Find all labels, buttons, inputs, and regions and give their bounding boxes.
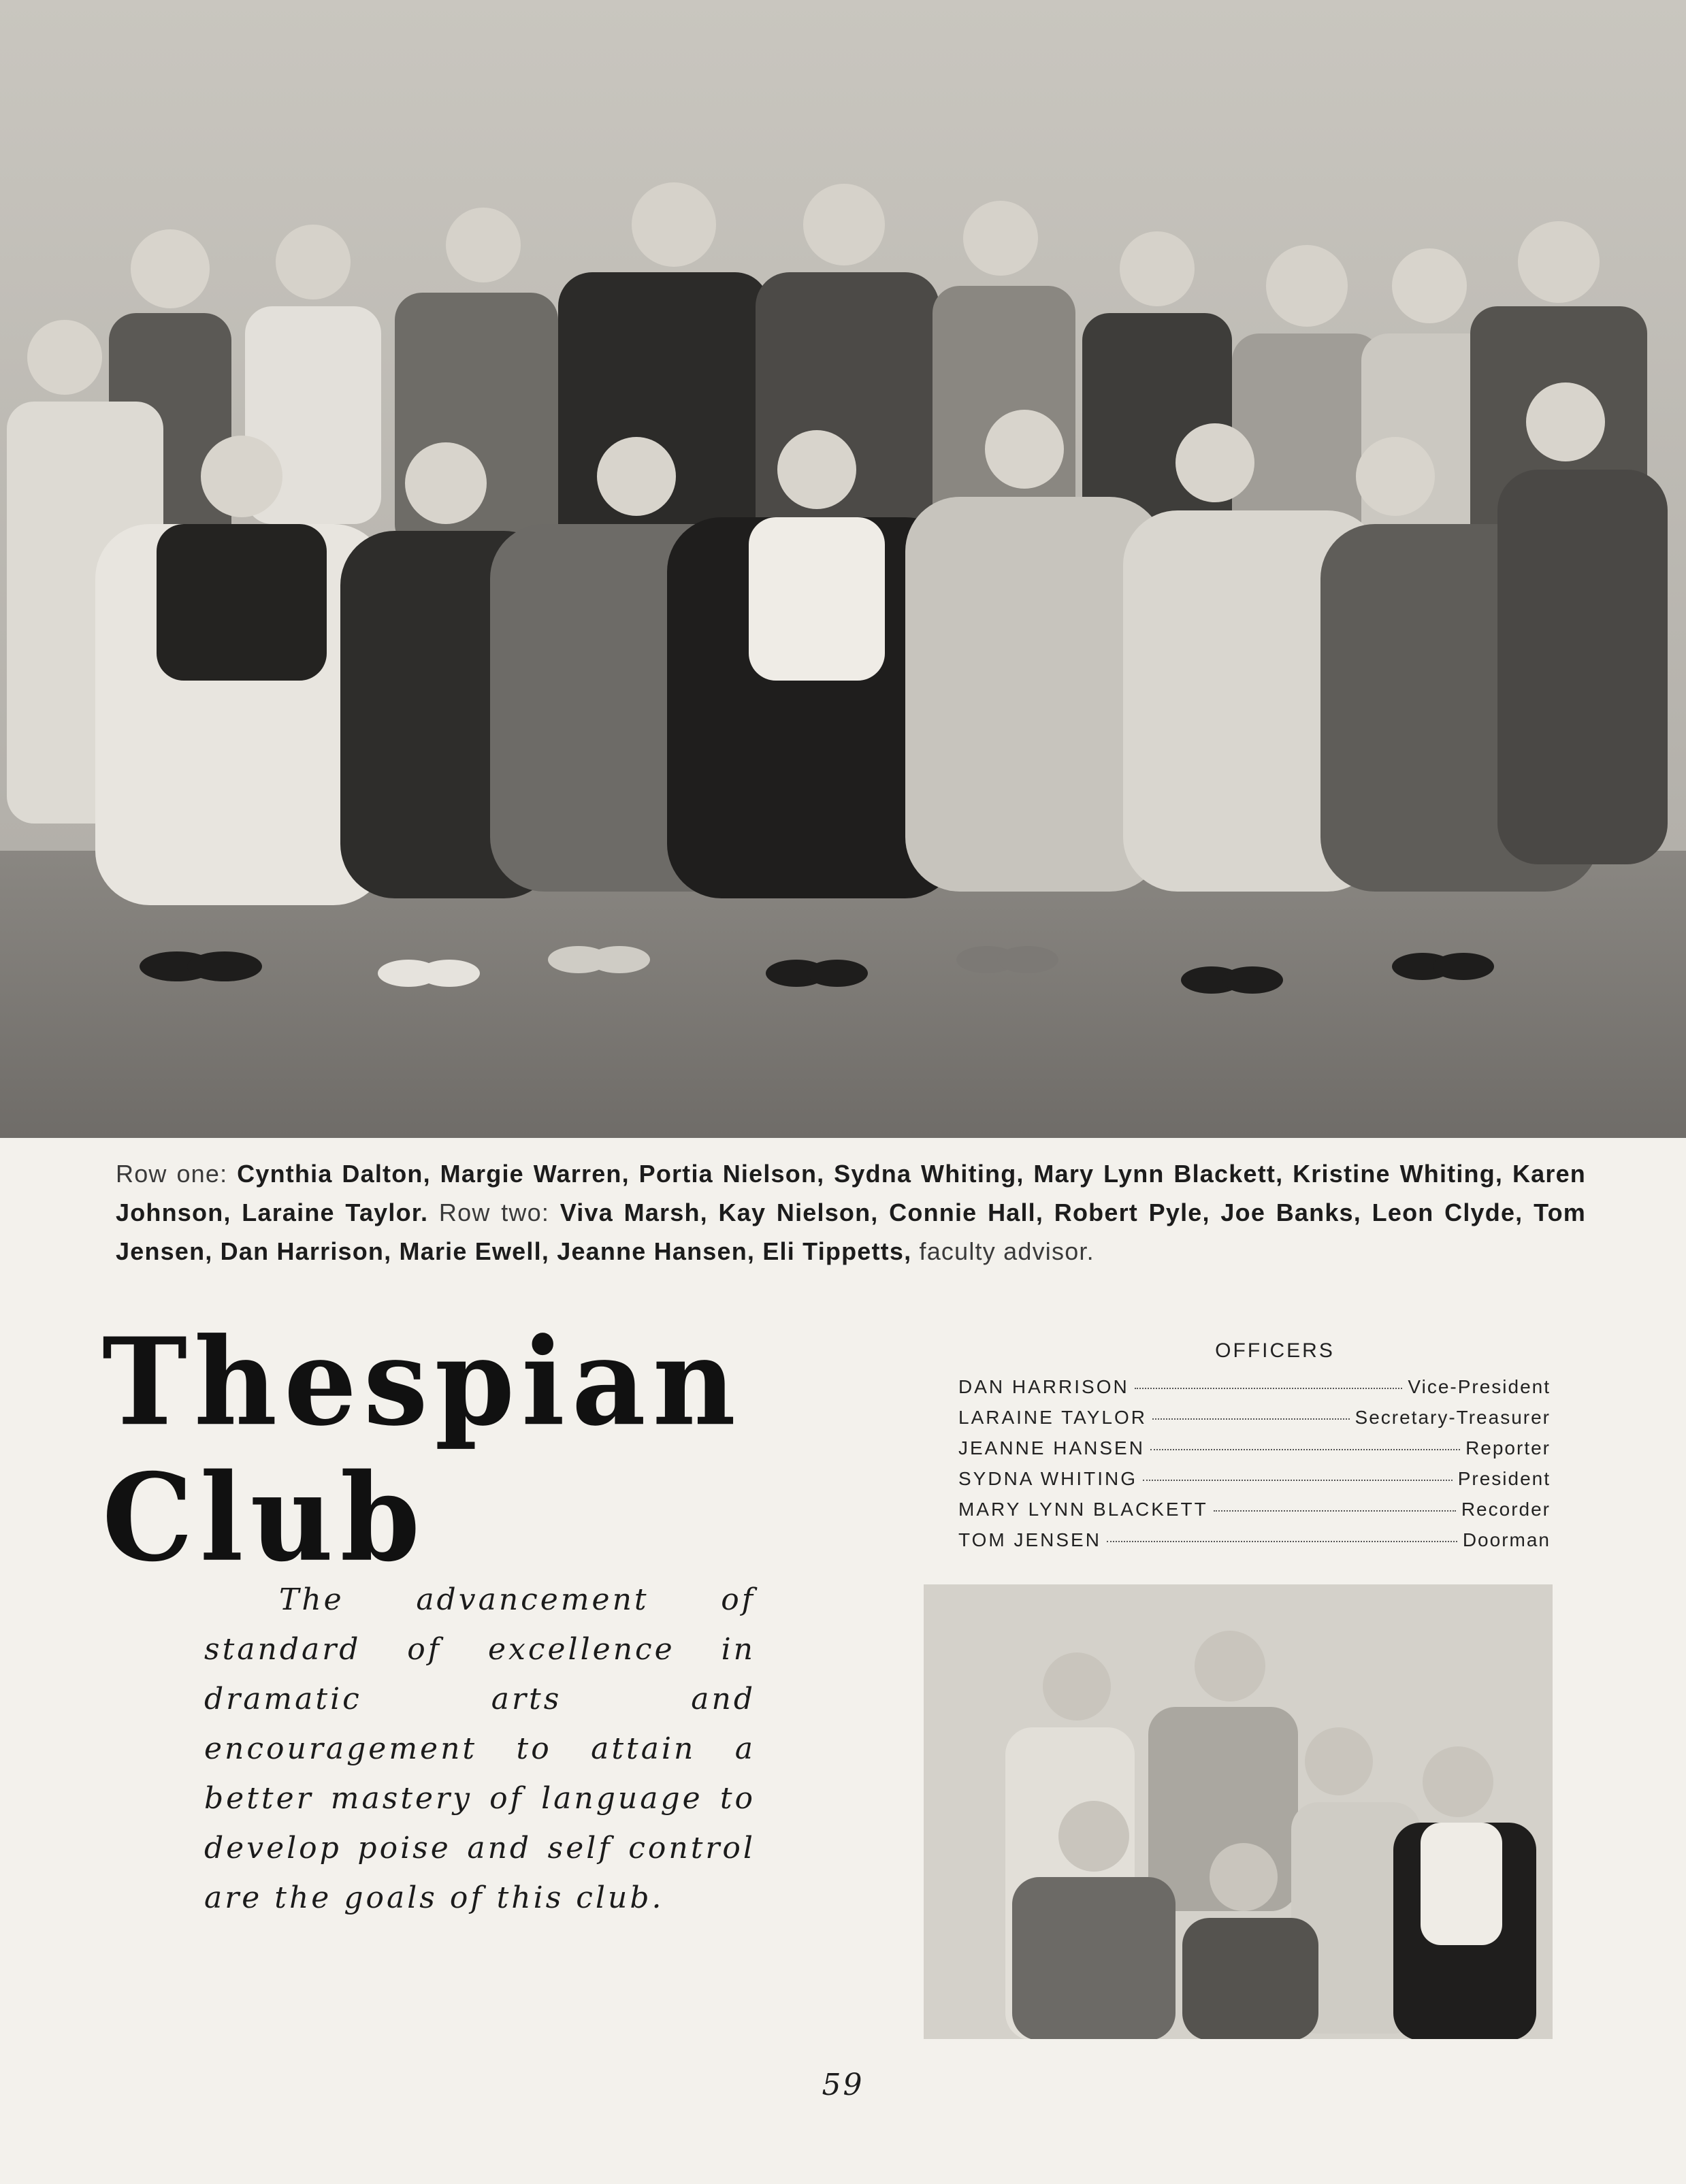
officer-title: Doorman bbox=[1462, 1529, 1551, 1550]
officers-list bbox=[958, 1339, 1551, 1560]
officer-title: Recorder bbox=[1461, 1499, 1551, 1520]
officer-name: MARY LYNN BLACKETT bbox=[958, 1499, 1208, 1520]
advisor-label: faculty advisor. bbox=[919, 1237, 1095, 1265]
officer-row bbox=[958, 1529, 1551, 1560]
officer-title: Secretary-Treasurer bbox=[1355, 1407, 1551, 1428]
officer-title: President bbox=[1457, 1468, 1551, 1489]
officer-row bbox=[958, 1376, 1551, 1407]
dot-leader bbox=[1152, 1418, 1350, 1420]
dot-leader bbox=[1214, 1510, 1456, 1512]
row-one-names: Cynthia Dalton, Margie Warren, Portia Nielson, Sydna Whiting, Mary Lynn Blackett, Kristine Whiting, Karen Johnson, Laraine Taylor. bbox=[116, 1160, 1587, 1226]
goal-statement: The advancement of standard of excellence in dramatic arts and encouragement to attain a better mastery of language to develop poise and self control are the goals of this club. bbox=[204, 1582, 756, 1915]
officer-row bbox=[958, 1499, 1551, 1529]
officer-name: LARAINE TAYLOR bbox=[958, 1407, 1147, 1428]
photo-caption bbox=[116, 1154, 1586, 1271]
officer-row bbox=[958, 1407, 1551, 1437]
officer-title: Vice-President bbox=[1408, 1376, 1551, 1397]
row-two-label: Row two: bbox=[438, 1199, 550, 1226]
officer-name: SYDNA WHITING bbox=[958, 1468, 1138, 1489]
club-title: Thespian Club bbox=[102, 1311, 743, 1588]
officer-title: Reporter bbox=[1465, 1437, 1551, 1458]
dot-leader bbox=[1143, 1480, 1453, 1481]
officer-name: JEANNE HANSEN bbox=[958, 1437, 1145, 1458]
dot-leader bbox=[1150, 1449, 1460, 1450]
page-number: 59 bbox=[822, 2068, 864, 2102]
row-two-names: Viva Marsh, Kay Nielson, Connie Hall, Robert Pyle, Joe Banks, Leon Clyde, Tom Jensen, Dan Harrison, Marie Ewell, Jeanne Hansen, Eli Tippetts, bbox=[116, 1199, 1586, 1265]
officers-photo bbox=[924, 1584, 1553, 2039]
officer-row bbox=[958, 1437, 1551, 1468]
row-one-label: Row one: bbox=[116, 1160, 228, 1188]
dot-leader bbox=[1135, 1388, 1403, 1389]
officers-heading: OFFICERS bbox=[1215, 1339, 1335, 1362]
officer-name: DAN HARRISON bbox=[958, 1376, 1129, 1397]
officer-name: TOM JENSEN bbox=[958, 1529, 1101, 1550]
officer-row bbox=[958, 1468, 1551, 1499]
dot-leader bbox=[1107, 1541, 1457, 1542]
